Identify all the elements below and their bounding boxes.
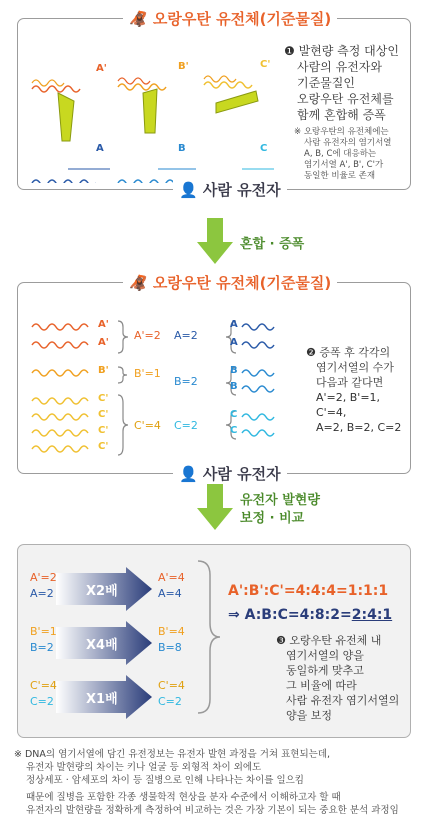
wave-a	[32, 169, 110, 183]
label-a-prime-2: A'	[98, 337, 109, 348]
wave-c-prime-1	[32, 398, 88, 404]
norm-c-out: C=2	[158, 695, 182, 708]
multiplier-c: X1배	[86, 692, 118, 707]
panel-mixing-setup	[17, 10, 411, 199]
panel2-header-top: 🦧 오랑우탄 유전체(기준물질)	[123, 272, 337, 293]
norm-b-out: B=8	[158, 641, 182, 654]
panel1-step-text: ❶ 발현량 측정 대상인 사람의 유전자와 기준물질인 오랑우탄 유전체를 함께 혼합해 증폭	[284, 44, 399, 122]
label-c-2: C	[230, 425, 238, 436]
panel2-sequence-art	[18, 283, 308, 463]
arrow-down-mix	[195, 218, 235, 266]
norm-a-prime-out: A'=4	[158, 571, 185, 584]
brace-b-prime	[118, 367, 127, 383]
wave-a-1	[242, 324, 274, 330]
wave-c-prime-3	[32, 430, 88, 436]
label-c-prime: C'	[260, 59, 271, 70]
label-a-prime-1: A'	[98, 319, 109, 330]
norm-row-c	[28, 675, 188, 719]
norm-c-prime-in: C'=4	[30, 679, 57, 692]
orangutan-icon: 🦧	[129, 274, 148, 292]
count-c-prime: C'=4	[134, 419, 161, 432]
wave-a-prime-1	[32, 324, 88, 330]
panel1-sequence-art	[18, 23, 278, 183]
norm-c-prime-out: C'=4	[158, 679, 185, 692]
primer-tubes	[58, 89, 258, 141]
panel2-step-text: ❷ 증폭 후 각각의 염기서열의 수가 다음과 같다면 A'=2, B'=1, C'=4, A=2, B=2, C=2	[306, 346, 402, 434]
label-c-1: C	[230, 409, 238, 420]
ratio-answer: 2:4:1	[351, 607, 393, 623]
arrow2-label: 유전자 발현량 보정 · 비교	[240, 493, 320, 526]
wave-a-prime-2	[32, 342, 88, 348]
wave-c-2	[242, 430, 274, 436]
norm-row-a	[28, 567, 188, 611]
orangutan-icon: 🦧	[129, 10, 148, 28]
arrow1-label: 혼합 · 증폭	[240, 237, 305, 252]
count-a: A=2	[174, 329, 198, 342]
count-a-prime: A'=2	[134, 329, 161, 342]
label-b-prime-1: B'	[98, 365, 109, 376]
brace-a-prime	[118, 321, 128, 353]
panel1-note-text: ※ 오랑우탄의 유전체에는 사람 유전자의 염기서열 A, B, C에 대응하는 염기서열 A', B', C'가 동일한 비율로 존재	[294, 127, 392, 181]
multiplier-a: X2배	[86, 584, 118, 599]
label-c-prime-3: C'	[98, 425, 109, 436]
label-c-prime-1: C'	[98, 393, 109, 404]
brace-c-prime	[118, 395, 128, 455]
count-b-prime: B'=1	[134, 367, 161, 380]
panel2-header-bottom: 👤 사람 유전자	[173, 463, 287, 484]
multiplier-b: X4배	[86, 638, 118, 653]
wave-a-2	[242, 342, 274, 348]
label-a-1: A	[230, 319, 238, 330]
label-a-prime: A'	[96, 63, 107, 74]
label-a-2: A	[230, 337, 238, 348]
wave-c-prime	[204, 76, 252, 88]
label-a: A	[96, 143, 104, 154]
ratio-human: ⇒ A:B:C=4:8:2=2:4:1	[228, 607, 393, 623]
footnote: ※ DNA의 염기서열에 담긴 유전정보는 유전자 발현 과정을 거쳐 표현되는데, 유전자 발현량의 차이는 키나 얼굴 등 외형적 차이 외에도 정상세포 · 암세포의 차이 등 질병으로 인해 나타나는 차이를 일으킴 때문에 질병을 포함한 각종 생물학적 현상을 분자 수준에서 이해하고자 할 때 유전자의 발현량을 정확하게 측정하여 비교하는 것은 가장 기본이 되는 중요한 분석 과정임	[14, 749, 399, 816]
ratio-orangutan: A':B':C'=4:4:4=1:1:1	[228, 583, 389, 599]
norm-a-prime-in: A'=2	[30, 571, 57, 584]
norm-b-prime-in: B'=1	[30, 625, 57, 638]
label-c-prime-2: C'	[98, 409, 109, 420]
wave-a-prime	[32, 80, 80, 92]
label-b-prime: B'	[178, 61, 189, 72]
panel-amplification-result	[17, 274, 411, 483]
count-b: B=2	[174, 375, 198, 388]
panel1-header-bottom: 👤 사람 유전자	[173, 179, 287, 200]
label-c-prime-4: C'	[98, 441, 109, 452]
norm-b-prime-out: B'=4	[158, 625, 185, 638]
label-b-1: B	[230, 365, 238, 376]
norm-a-in: A=2	[30, 587, 54, 600]
panel3-brace	[194, 557, 224, 727]
norm-a-out: A=4	[158, 587, 182, 600]
norm-c-in: C=2	[30, 695, 54, 708]
norm-row-b	[28, 621, 188, 665]
wave-b-2	[242, 386, 274, 392]
person-icon: 👤	[179, 465, 198, 483]
wave-b-1	[242, 370, 274, 376]
panel1-header-top: 🦧 오랑우탄 유전체(기준물질)	[123, 8, 337, 29]
wave-c-prime-4	[32, 446, 88, 452]
norm-b-in: B=2	[30, 641, 54, 654]
wave-c-1	[242, 414, 274, 420]
label-c: C	[260, 143, 268, 154]
panel3-step-text: ❸ 오랑우탄 유전체 내 염기서열의 양을 동일하게 맞추고 그 비율에 따라 사람 유전자 염기서열의 양을 보정	[276, 634, 400, 722]
label-b: B	[178, 143, 186, 154]
wave-b-prime	[118, 78, 166, 90]
wave-b-prime-1	[32, 370, 88, 376]
person-icon: 👤	[179, 181, 198, 199]
wave-c-prime-2	[32, 414, 88, 420]
count-c: C=2	[174, 419, 198, 432]
panel-normalization	[17, 544, 411, 738]
arrow-down-normalize	[195, 484, 235, 532]
label-b-2: B	[230, 381, 238, 392]
